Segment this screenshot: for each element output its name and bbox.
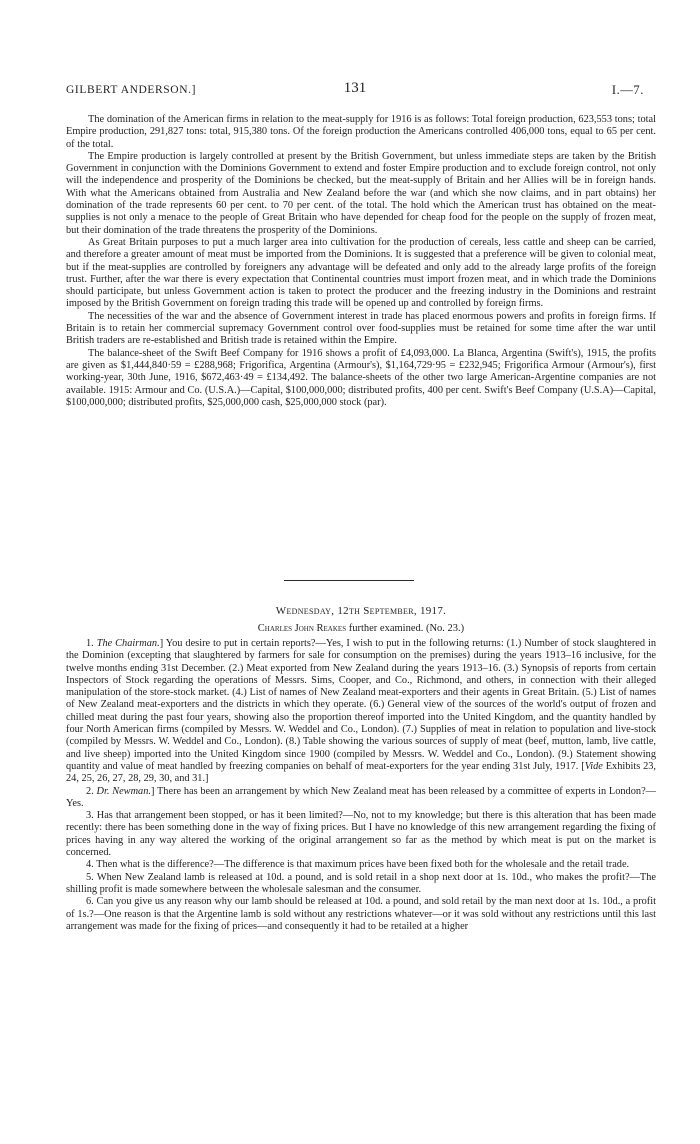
question-number: 1.	[86, 638, 97, 649]
question-text: ] You desire to put in certain reports?—Yes, I wish to put in the following returns: (1.) Number of stock slaughtered in the Dominion (excepting that slaughtered by farmers for sale for consumption on the premises) during the years 1913–16 inclusive, for the twelve months ending 31st December. (2.) Meat exported from New Zealand during the years 1913–16. (3.) Synopsis of reports from certain Inspectors of Stock regarding the operations of Messrs. Sims, Cooper, and Co., Richmond, and others, in connection with their alleged manipulation of the store-stock market. (4.) List of names of New Zealand meat-exporters and their agents in Great Britain. (5.) List of names of New Zealand meat-exporters and the districts in which they operate. (6.) General view of the sources of the world's output of frozen and chilled meat during the past four years, showing also the proportion thereof imported into the United Kingdom, and the quantity handled by four North American firms (compiled by Messrs. W. Weddel and Co., London). (7.) Supplies of meat in relation to population and live-stock (compiled by Messrs. W. Weddel and Co., London). (8.) Table showing the various sources of supply of meat (beef, mutton, lamb, live cattle, and live sheep) imported into the United Kingdom since 1900 (compiled by Messrs. W. Weddel and Co., London). (9.) Statement showing quantity and value of meat handled by freezing companies on behalf of meat-exporters for the year ending 31st July, 1917. [	[66, 638, 656, 772]
section-divider	[284, 580, 414, 581]
question-number: 4.	[86, 859, 97, 871]
session-date: Wednesday, 12th September, 1917.	[275, 605, 447, 617]
question-text: Has that arrangement been stopped, or has it been limited?—No, not to my knowledge; but there is this alteration that has been made recently: there has been something done in the way of fixing prices. But I have no knowledge of this new arrangement regarding the fixing of prices having in any way altered the working of the original arrangement so far as the method by which meat is put on the market is concerned.	[66, 810, 656, 859]
question-text: Then what is the difference?—The difference is that maximum prices have been fixed both for the wholesale and the retail trade.	[96, 859, 630, 871]
page-number: 131	[343, 80, 367, 96]
intro-paragraph: As Great Britain purposes to put a much larger area into cultivation for the production of cereals, less cattle and sheep can be carried, and therefore a greater amount of meat must be imported from the Dominions. It is suggested that a preference will be given to colonial meat, but if the meat-supplies are controlled by foreigners any advantage will be defeated and only add to the already large profits of the foreign trust. Further, after the war there is every expectation that Continental countries must import frozen meat, and in which trade the Dominions should participate, but unless Government action is taken to protect the producer and the freezing industry in the Dominions and restraint imposed by the British Government on foreign trading this trade will be opened up and controlled by foreign firms.	[66, 236, 656, 310]
intro-paragraph: The Empire production is largely controlled at present by the British Government, but unless immediate steps are taken by the British Government in conjunction with the Dominions Government to extend and foster Empire production and to exclude foreign control, not only will the independence and prosperity of the Dominions be checked, but the meat-supply of Britain and her Allies will be in foreign hands. With what the Americans obtained from Australia and New Zealand before the war (and which she now claims, and in part obtains) her domination of the trade represents 60 per cent. to 70 per cent. of the total. The hold which the American trust has obtained on the meat-supplies is not only a menace to the people of Great Britain who have depended for cheap food for the people on the supply of frozen meat, but their domination of the trade threatens the prosperity of the Dominions.	[66, 150, 656, 236]
evidence-question	[66, 638, 656, 786]
question-number: 3.	[86, 810, 97, 822]
witness-heading	[66, 623, 656, 634]
witness-name: Charles John Reakes	[257, 623, 347, 634]
question-number: 5.	[86, 871, 97, 883]
document-reference: I.—7.	[611, 83, 644, 97]
question-speaker: The Chairman.	[96, 638, 160, 649]
evidence-question	[66, 896, 656, 933]
evidence-question	[66, 859, 656, 871]
question-number: 6.	[86, 896, 97, 908]
evidence-question	[66, 810, 656, 859]
question-speaker: Dr. Newman.	[96, 785, 151, 797]
evidence-question	[66, 872, 656, 897]
evidence-question	[66, 786, 656, 811]
question-text: When New Zealand lamb is released at 10d. a pound, and is sold retail in a shop next door at 1s. 10d., who makes the profit?—The shilling profit is made somewhere between the wholesale salesman and the consumer.	[66, 871, 656, 895]
intro-paragraph: The domination of the American firms in relation to the meat-supply for 1916 is as follows: Total foreign production, 623,553 tons; total Empire production, 291,827 tons: total, 915,380 tons. Of the foreign production the Americans controlled 406,000 tons, equal to 65 per cent. of the total.	[66, 114, 656, 150]
evidence-section	[66, 638, 656, 933]
intro-paragraph: The balance-sheet of the Swift Beef Company for 1916 shows a profit of £4,093,000. La Blanca, Argentina (Swift's), 1915, the profits are given as $1,444,840·59 = £288,968; Frigorifica, Argentina (Armour's), $1,164,729·95 = £232,945; Frigorifica Armour (Armour's), first working-year, 30th June, 1916, $672,463·49 = £134,492. The balance-sheets of the other two large American-Argentine companies are not available. 1915: Armour and Co. (U.S.A.)—Capital, $100,000,000; distributed profits, 400 per cent. Swift's Beef Company (U.S.A)—Capital, $100,000,000; distributed profits, $25,000,000 cash, $25,000,000 stock (par).	[66, 347, 656, 408]
question-number: 2.	[86, 785, 97, 797]
intro-paragraph: The necessities of the war and the absence of Government interest in trade has placed enormous powers and profits in foreign firms. If Britain is to retain her commercial supremacy Government control over food-supplies must be retained for some time after the war until British traders are re-established and British trade is retained within the Empire.	[66, 310, 656, 347]
running-head	[66, 82, 644, 100]
question-tail: Exhibits 23, 24, 25, 26, 27, 28, 29, 30, and 31.]	[66, 760, 656, 785]
question-text: ] There has been an arrangement by which New Zealand meat has been released by a committee of experts in London?—Yes.	[66, 785, 657, 809]
question-text: Can you give us any reason why our lamb should be released at 10d. a pound, and sold retail by the man next door at 1s. 10d., a profit of 1s.?—One reason is that the Argentine lamb is sold without any restrictions whatever—or it was sold without any restrictions until this last arrangement was made for the fixing of prices—and consequently it had to be retailed at a higher	[66, 896, 657, 932]
running-head-author: GILBERT ANDERSON.]	[66, 84, 197, 96]
question-note: Vide	[584, 760, 603, 772]
witness-status: further examined. (No. 23.)	[346, 623, 465, 634]
intro-section	[66, 114, 656, 409]
